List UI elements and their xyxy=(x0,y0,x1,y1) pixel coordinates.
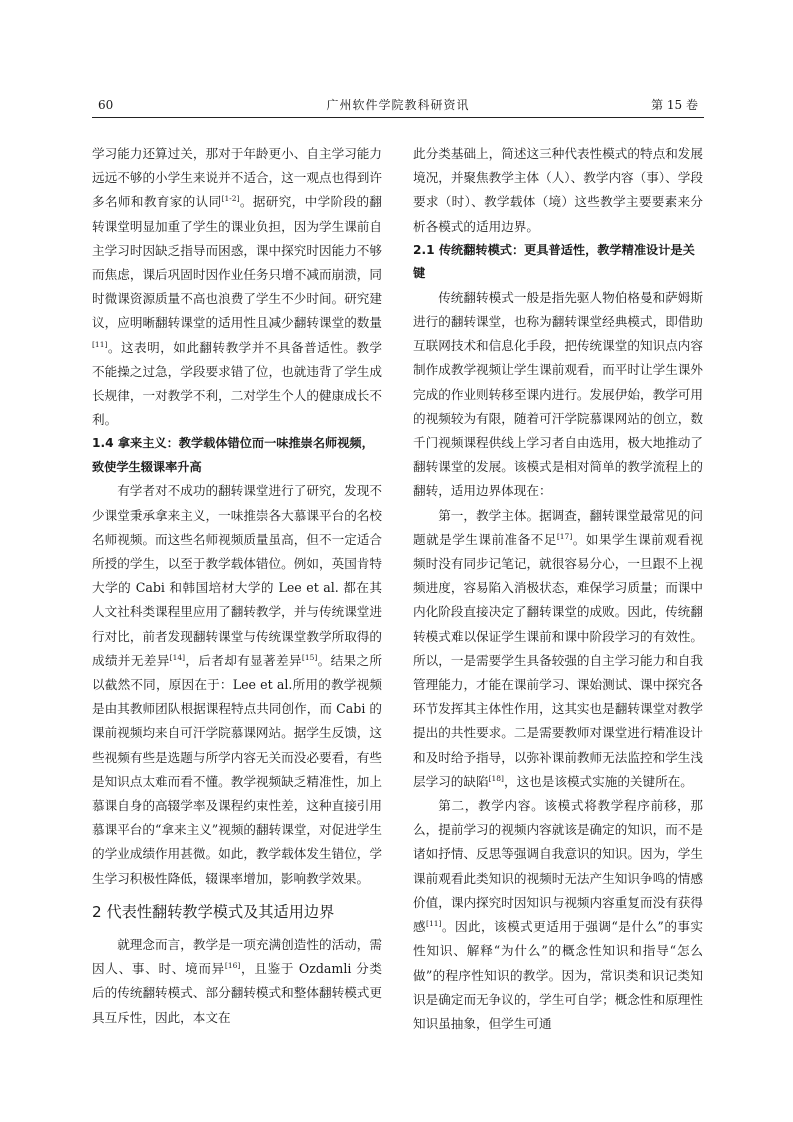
citation: [1-2] xyxy=(221,194,240,204)
citation: [14] xyxy=(169,652,186,662)
citation: [11] xyxy=(92,339,108,349)
left-column xyxy=(92,142,382,1030)
volume-label: 第 15 卷 xyxy=(651,98,698,112)
section-heading-2-1: 2.1 传统翻转模式：更具普适性，教学精准设计是关键 xyxy=(413,242,695,281)
paragraph: 第一，教学主体。据调查，翻转课堂最常见的问题就是学生课前准备不足[17]。如果学生课前观看视频时没有同步记笔记，就很容易分心，一旦跟不上视频进度，容易陷入消极状态，难保学习质量；而课中内化阶段直接决定了翻转课堂的成败。因此，传统翻转模式难以保证学生课前和课中阶段学习的有效性。所以，一是需要学生具备较强的自主学习能力和自我管理能力，才能在课前学习、课始测试、课中探究各环节发挥其主体性作用，这其实也是翻转课堂对教学提出的共性要求。二是需要教师对课堂进行精准设计和及时给予指导，以弥补课前教师无法监控和学生浅层学习的缺陷[18]，这也是该模式实施的关键所在。 xyxy=(413,507,704,789)
paragraph: 此分类基础上，简述这三种代表性模式的特点和发展境况，并聚焦教学主体（人）、教学内容（事）、学段要求（时）、教学载体（境）这些教学主要要素来分析各模式的适用边界。 xyxy=(413,146,703,234)
citation: [17] xyxy=(556,531,573,541)
citation: [16] xyxy=(224,961,241,971)
journal-title: 广州软件学院教科研资讯 xyxy=(326,98,470,112)
citation: [18] xyxy=(488,773,504,783)
citation: [15] xyxy=(301,652,318,662)
paragraph: 就理念而言，教学是一项充满创造性的活动，需因人、事、时、境而异[16]，且鉴于 Ozdamli 分类后的传统翻转模式、部分翻转模式和整体翻转模式更具互斥性，因此，本文在 xyxy=(92,936,383,1025)
paragraph: 有学者对不成功的翻转课堂进行了研究，发现不少课堂秉承拿来主义，一味推崇各大慕课平台的名校名师视频。而这些名师视频质量虽高，但不一定适合所授的学生，以至于教学载体错位。例如，英国肯特大学的 Cabi 和韩国培材大学的 Lee et al. 都在其人文社科类课程里应用了翻转教学，并与传统课堂进行对比，前者发现翻转课堂与传统课堂教学所取得的成绩并无差异[14]，后者却有显著差异[15]。结果之所以截然不同，原因在于：Lee et al.所用的教学视频是由其教师团队根据课程特点共同创作，而 Cabi 的课前视频均来自可汗学院慕课网站。据学生反馈，这些视频有些是选题与所学内容无关而没必要看，有些是知识点太难而看不懂。教学视频缺乏精准性，加上慕课自身的高辍学率及课程约束性差，这种直接引用慕课平台的“拿来主义”视频的翻转课堂，对促进学生的学业成绩作用甚微。如此，教学载体发生错位，学生学习积极性降低，辍课率增加，影响教学效果。 xyxy=(92,483,383,886)
right-column xyxy=(413,142,703,1036)
paragraph: 传统翻转模式一般是指先驱人物伯格曼和萨姆斯进行的翻转课堂，也称为翻转课堂经典模式，即借助互联网技术和信息化手段，把传统课堂的知识点内容制作成教学视频让学生课前观看，而平时让学生课外完成的作业则转移至课内进行。发展伊始，教学可用的视频较为有限，随着可汗学院慕课网站的创立，数千门视频课程供线上学习者自由选用，极大地推动了翻转课堂的发展。该模式是相对简单的教学流程上的翻转，适用边界体现在： xyxy=(413,289,703,499)
section-heading-1-4: 1.4 拿来主义：教学载体错位而一味推崇名师视频，致使学生辍课率升高 xyxy=(92,436,374,474)
header-rule xyxy=(92,117,704,118)
paragraph: 第二，教学内容。该模式将教学程序前移，那么，提前学习的视频内容就该是确定的知识，而不是诸如抒情、反思等强调自我意识的知识。因为，学生课前观看此类知识的视频时无法产生知识争鸣的情感价值，课内探究时因知识与视频内容重复而没有获得感[11]。因此，该模式更适用于强调“是什么”的事实性知识、解释“为什么”的概念性知识和指导“怎么做”的程序性知识的教学。因为，常识类和识记类知识是确定而无争议的，学生可自学；概念性和原理性知识虽抽象，但学生可通 xyxy=(413,798,703,1031)
running-header xyxy=(92,94,704,116)
section-heading-2: 2 代表性翻转教学模式及其适用边界 xyxy=(92,902,335,921)
paragraph: 学习能力还算过关，那对于年龄更小、自主学习能力远远不够的小学生来说并不适合，这一观点也得到许多名师和教育家的认同[1-2]。据研究，中学阶段的翻转课堂明显加重了学生的课业负担，因为学生课前自主学习时因缺乏指导而困惑，课中探究时因能力不够而焦虑，课后巩固时因作业任务只增不减而崩溃，同时微课资源质量不高也浪费了学生不少时间。研究建议，应明晰翻转课堂的适用性且减少翻转课堂的数量[11]。这表明，如此翻转教学并不具备普适性。教学不能操之过急，学段要求错了位，也就违背了学生成长规律，一对教学不利，二对学生个人的健康成长不利。 xyxy=(92,146,383,428)
page-number: 60 xyxy=(98,98,114,112)
citation: [11] xyxy=(426,919,442,929)
